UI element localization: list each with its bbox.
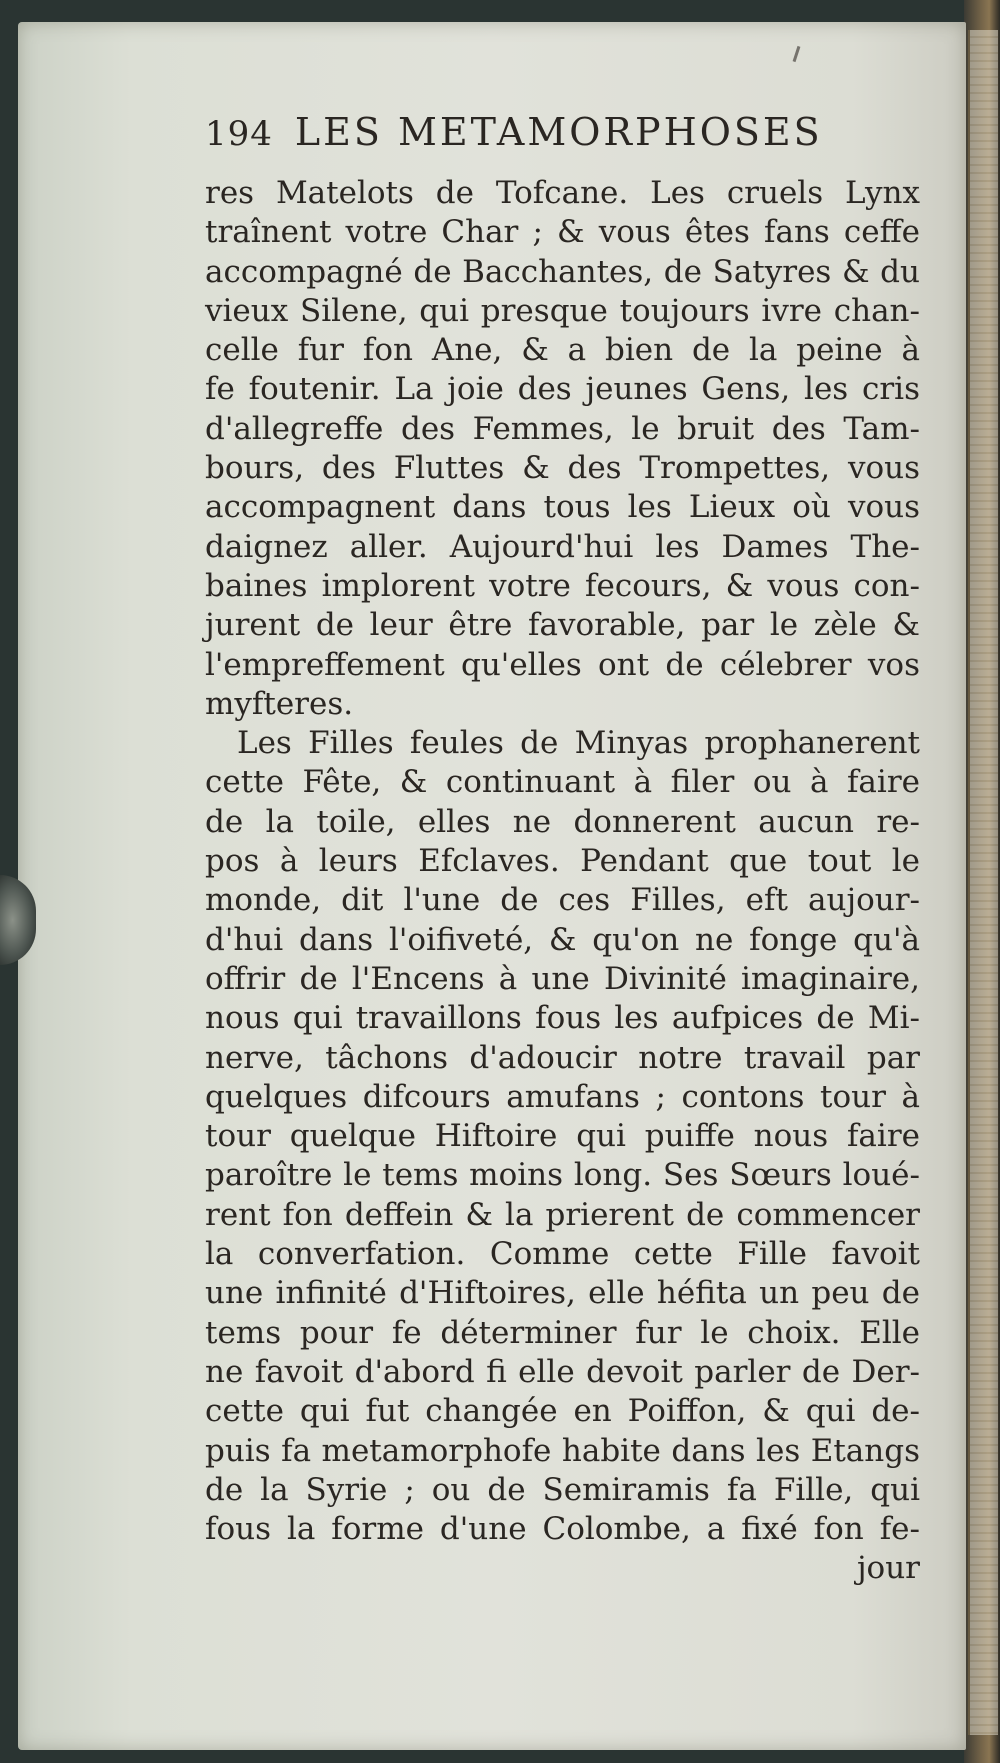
text-line: nous qui travaillons fous les aufpices de Mi- <box>205 1000 920 1037</box>
text-line: fe foutenir. La joie des jeunes Gens, les cris <box>205 371 920 408</box>
text-line: offrir de l'Encens à une Divinité imaginaire, <box>205 960 920 997</box>
text-line: fous la forme d'une Colombe, a fixé fon fe- <box>205 1511 920 1548</box>
paragraph-start-line: Les Filles feules de Minyas prophanerent <box>237 725 920 762</box>
text-line: baines implorent votre fecours, & vous con- <box>205 567 920 604</box>
text-line: de la Syrie ; ou de Semiramis fa Fille, qui <box>205 1471 920 1508</box>
text-line: myfteres. <box>205 685 354 722</box>
text-line: accompagné de Bacchantes, de Satyres & du <box>205 253 920 290</box>
text-line: d'allegreffe des Femmes, le bruit des Tam- <box>205 410 920 447</box>
text-line: quelques difcours amufans ; contons tour à <box>205 1078 920 1115</box>
text-line: daignez aller. Aujourd'hui les Dames The- <box>205 528 920 565</box>
text-line: l'empreffement qu'elles ont de célebrer vos <box>205 646 920 683</box>
text-line: la converfation. Comme cette Fille favoit <box>205 1236 920 1273</box>
text-line: rent fon deffein & la prierent de commencer <box>205 1196 920 1233</box>
text-line: bours, des Fluttes & des Trompettes, vous <box>205 450 920 487</box>
text-line: pos à leurs Efclaves. Pendant que tout le <box>205 843 920 880</box>
text-line: cette qui fut changée en Poiffon, & qui de- <box>205 1393 920 1430</box>
text-line: celle fur fon Ane, & a bien de la peine à <box>205 332 920 369</box>
text-line: paroître le tems moins long. Ses Sœurs loué- <box>205 1157 920 1194</box>
text-line: traînent votre Char ; & vous êtes fans ceffe <box>205 214 920 251</box>
text-line: une infinité d'Hiftoires, elle héfita un peu de <box>205 1275 920 1312</box>
running-title: LES METAMORPHOSES <box>294 110 823 154</box>
text-line: tems pour fe déterminer fur le choix. Elle <box>205 1314 920 1351</box>
text-block <box>205 110 925 1589</box>
text-line: vieux Silene, qui presque toujours ivre chan- <box>205 292 920 329</box>
text-line: tour quelque Hiftoire qui puiffe nous faire <box>205 1118 920 1155</box>
text-line: cette Fête, & continuant à filer ou à faire <box>205 764 920 801</box>
text-line: accompagnent dans tous les Lieux où vous <box>205 489 920 526</box>
text-line: res Matelots de Tofcane. Les cruels Lynx <box>205 175 920 211</box>
catchword: jour <box>856 1550 920 1587</box>
text-line: ne favoit d'abord fi elle devoit parler de Der- <box>205 1353 920 1390</box>
running-head <box>205 110 925 168</box>
page-number: 194 <box>205 114 273 154</box>
page-fore-edge <box>968 30 998 1735</box>
body-text <box>205 174 925 1549</box>
text-line: monde, dit l'une de ces Filles, eft aujour- <box>205 882 920 919</box>
text-line: de la toile, elles ne donnerent aucun re- <box>205 803 920 840</box>
text-line: jurent de leur être favorable, par le zèle & <box>205 607 920 644</box>
text-line: d'hui dans l'oifiveté, & qu'on ne fonge qu'à <box>205 921 920 958</box>
text-line: nerve, tâchons d'adoucir notre travail par <box>205 1039 920 1076</box>
text-line: puis fa metamorphofe habite dans les Etangs <box>205 1432 920 1469</box>
